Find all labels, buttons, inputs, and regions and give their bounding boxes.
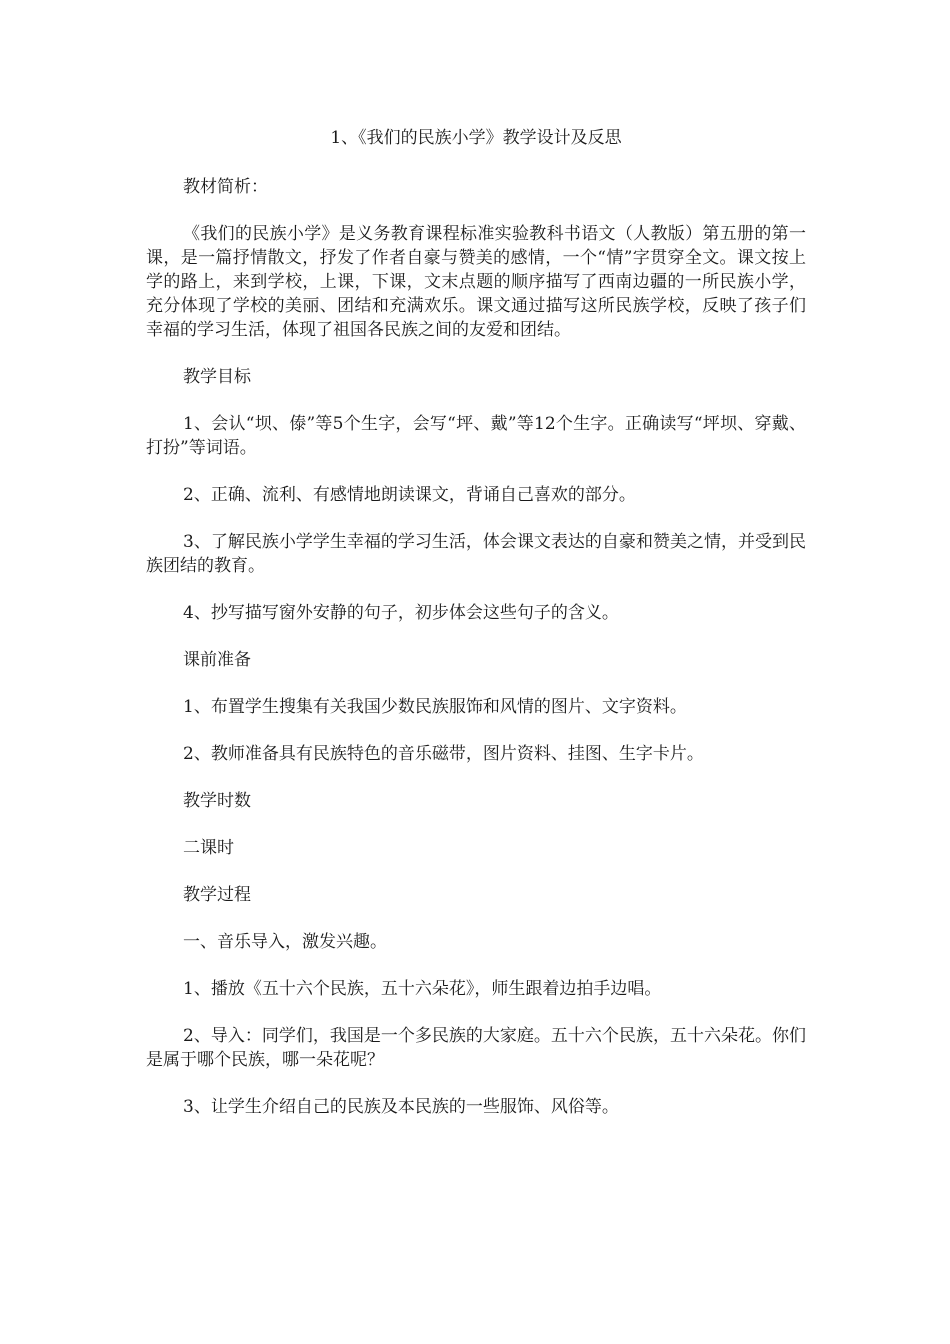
paragraph-goal-1: 1、会认“坝、傣”等5个生字，会写“坪、戴”等12个生字。正确读写“坪坝、穿戴、打扮”等词语。 [146,414,806,458]
paragraph-heading-teaching-process: 教学过程 [183,885,251,905]
paragraph-goal-3: 3、了解民族小学学生幸福的学习生活，体会课文表达的自豪和赞美之情，并受到民族团结的教育。 [146,532,806,576]
paragraph-process-step-2: 2、导入：同学们，我国是一个多民族的大家庭。五十六个民族，五十六朵花。你们是属于哪个民族，哪一朵花呢？ [146,1026,806,1070]
paragraph-textbook-analysis: 《我们的民族小学》是义务教育课程标准实验教科书语文（人教版）第五册的第一课，是一篇抒情散文，抒发了作者自豪与赞美的感情，一个“情”字贯穿全文。课文按上学的路上，来到学校，上课，下课，文末点题的顺序描写了西南边疆的一所民族小学，充分体现了学校的美丽、团结和充满欢乐。课文通过描写这所民族学校，反映了孩子们幸福的学习生活，体现了祖国各民族之间的友爱和团结。 [146,224,806,340]
paragraph-process-section-1: 一、音乐导入，激发兴趣。 [183,932,387,952]
paragraph-process-step-3: 3、让学生介绍自己的民族及本民族的一些服饰、风俗等。 [183,1097,619,1117]
paragraph-goal-4: 4、抄写描写窗外安静的句子，初步体会这些句子的含义。 [183,603,619,623]
paragraph-heading-teaching-goals: 教学目标 [183,367,251,387]
paragraph-process-step-1: 1、播放《五十六个民族，五十六朵花》，师生跟着边拍手边唱。 [183,979,662,999]
document-body [146,126,806,1142]
paragraph-heading-class-hours: 教学时数 [183,791,251,811]
paragraph-class-hours: 二课时 [183,838,234,858]
paragraph-preparation-1: 1、布置学生搜集有关我国少数民族服饰和风情的图片、文字资料。 [183,697,687,717]
paragraph-goal-2: 2、正确、流利、有感情地朗读课文，背诵自己喜欢的部分。 [183,485,636,505]
paragraph-heading-textbook-analysis: 教材简析： [183,177,268,197]
document-title: 1、《我们的民族小学》教学设计及反思 [330,128,622,148]
paragraph-heading-preparation: 课前准备 [183,650,251,670]
paragraph-preparation-2: 2、教师准备具有民族特色的音乐磁带，图片资料、挂图、生字卡片。 [183,744,704,764]
